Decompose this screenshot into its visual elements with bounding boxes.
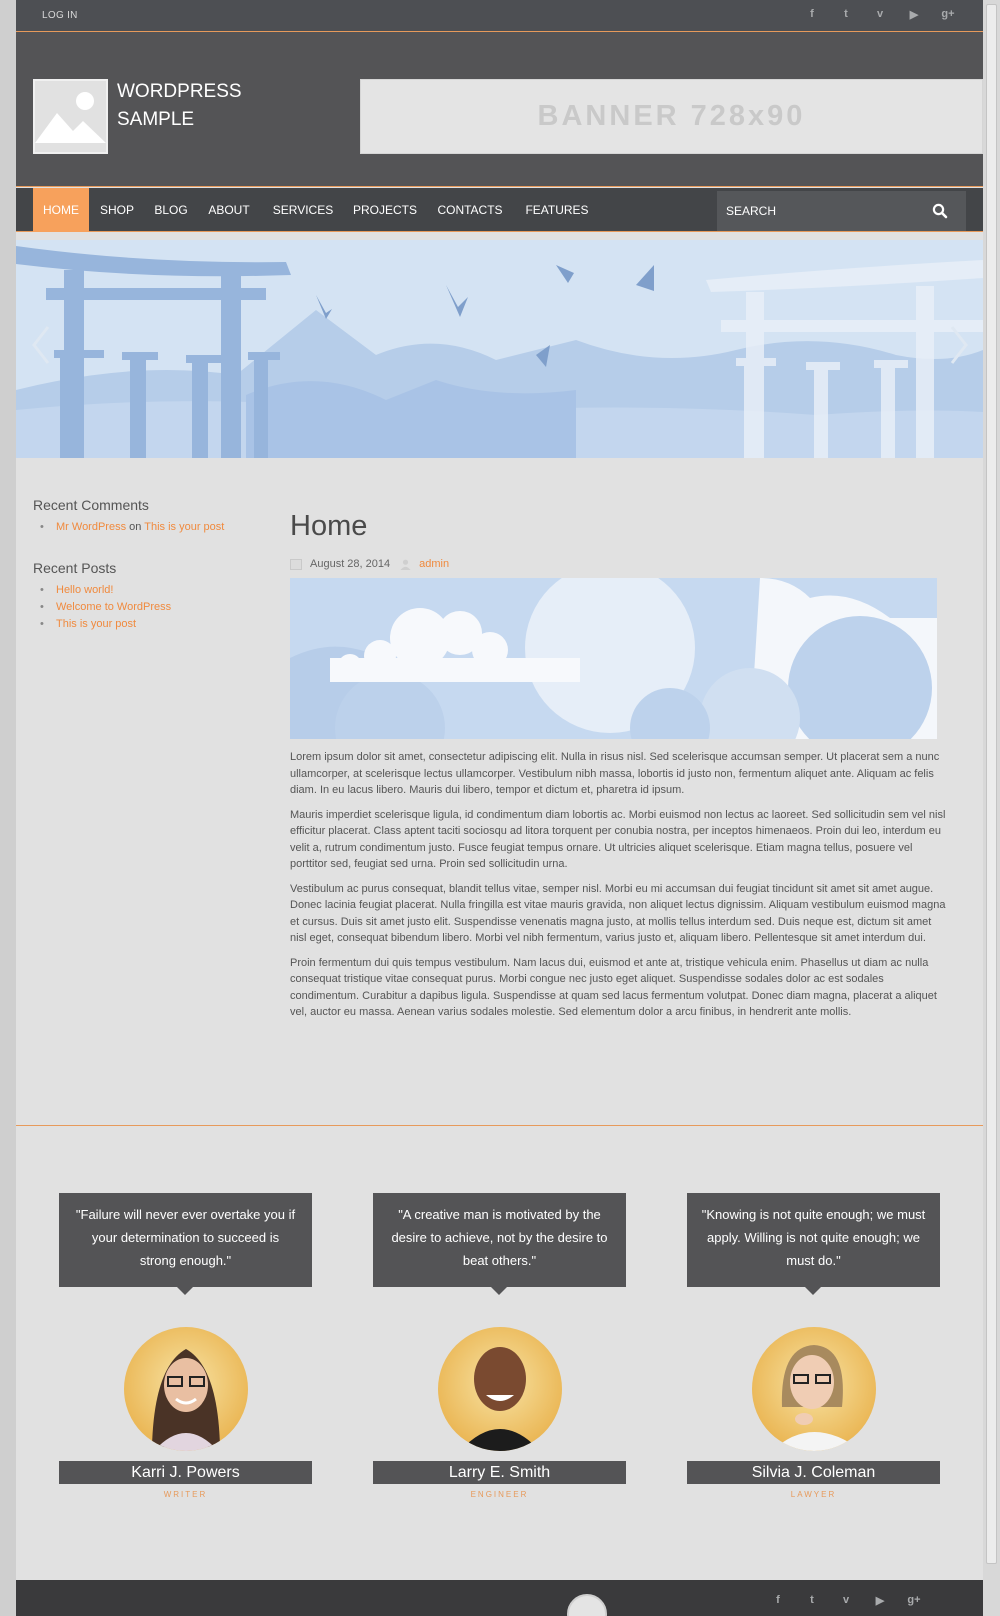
list-item	[40, 599, 273, 616]
list-item	[40, 519, 273, 536]
recent-posts-title: Recent Posts	[33, 560, 117, 576]
recent-post-link[interactable]: Welcome to WordPress	[56, 601, 172, 613]
nav-item-contacts[interactable]: CONTACTS	[437, 203, 503, 217]
hero-slider[interactable]	[16, 240, 983, 458]
recent-post-link[interactable]: This is your post	[56, 618, 137, 630]
site-footer	[16, 1580, 983, 1616]
site-title[interactable]	[117, 78, 297, 134]
page-title: Home	[290, 510, 368, 542]
post-paragraph: Lorem ipsum dolor sit amet, consectetur adipiscing elit. Nulla in risus nisl. Sed scelerisque accumsan semper. Ut placerat sem a nunc ullamcorper, at scelerisque lectus ullamcorper. Vestibulum nibh massa, lobortis id justo non, fermentum aliquet ante. Aliquam ac felis diam. In eu lacus libero. Mauris dui libero, tempor et dictum et, pharetra id ipsum.	[290, 751, 940, 796]
google-plus-icon[interactable]: g+	[941, 8, 955, 20]
post-meta	[290, 558, 950, 570]
nav-item-shop[interactable]: SHOP	[99, 203, 134, 217]
facebook-icon[interactable]: f	[776, 1594, 780, 1606]
recent-post-link[interactable]: Hello world!	[56, 584, 114, 596]
post-paragraph: Proin fermentum dui quis tempus vestibulum. Nam lacus dui, euismod et ante at, tristique vehicula enim. Phasellus ut diam ac nulla consequat tristique vitae consequat purus. Morbi congue nec justo eget aliquet. Suspendisse sodales dolor ac est sodales condimentum. Curabitur a dapibus ligula. Suspendisse at quam sed lacus fermentum volutpat. Donec diam magna, placerat a aliquet vel, auctor eu massa. Aenean varius sodales molestie. Sed elementum dolor a arcu finibus, in hendrerit ante mollis.	[290, 956, 937, 1018]
login-link[interactable]: LOG IN	[42, 10, 78, 21]
logo-image-icon[interactable]	[33, 79, 108, 154]
site-header	[16, 32, 983, 187]
list-item	[40, 582, 273, 599]
nav-item-about[interactable]: ABOUT	[208, 203, 250, 217]
main-content	[290, 510, 950, 1021]
user-icon	[400, 559, 411, 570]
team-member-card	[373, 1193, 626, 1499]
team-member-card	[687, 1193, 940, 1499]
nav-item-features[interactable]: FEATURES	[525, 203, 589, 217]
team-member-name: Karri J. Powers	[59, 1461, 312, 1484]
site-title-line2: SAMPLE	[117, 109, 195, 130]
google-plus-icon[interactable]: g+	[907, 1594, 921, 1606]
avatar	[124, 1327, 248, 1451]
twitter-icon[interactable]: t	[810, 1594, 814, 1606]
sidebar	[33, 497, 273, 657]
vimeo-icon[interactable]: v	[842, 1594, 850, 1606]
testimonial-quote: "A creative man is motivated by the desire to achieve, not by the desire to beat others."	[373, 1193, 626, 1287]
recent-posts-list	[33, 582, 273, 633]
team-member-card	[59, 1193, 312, 1499]
footer-logo-icon[interactable]	[567, 1594, 607, 1616]
search-input[interactable]	[717, 191, 927, 231]
avatar	[752, 1327, 876, 1451]
team-member-name: Larry E. Smith	[373, 1461, 626, 1484]
vimeo-icon[interactable]: v	[876, 8, 884, 20]
banner-ad[interactable]: BANNER 728x90	[360, 79, 983, 154]
scrollbar-thumb[interactable]	[986, 4, 997, 1564]
comment-on-text: on	[129, 521, 142, 533]
recent-comments-title: Recent Comments	[33, 497, 149, 513]
testimonial-quote: "Knowing is not quite enough; we must apply. Willing is not quite enough; we must do."	[687, 1193, 940, 1287]
top-bar	[16, 0, 983, 32]
search-icon[interactable]	[932, 203, 948, 219]
post-paragraph: Mauris imperdiet scelerisque ligula, id condimentum diam lobortis ac. Morbi euismod non lectus ac laoreet. Sed sollicitudin sem vel nisl efficitur placerat. Class aptent taciti sociosqu ad litora torquent per conubia nostra, per inceptos himenaeos. Proin dui leo, interdum eu velit a, rutrum condimentum justo. Fusce feugiat tempus ornare. Ut ultricies aliquet scelerisque. Etiam magna tellus, posuere vel porttitor sed, feugiat sed urna. Proin sed sollicitudin urna.	[290, 808, 946, 870]
list-item	[40, 616, 273, 633]
team-member-role: ENGINEER	[470, 1490, 529, 1499]
recent-comments-list	[33, 519, 273, 536]
comment-author-link[interactable]: Mr WordPress	[56, 521, 127, 533]
youtube-icon[interactable]: ▶	[875, 1595, 885, 1607]
post-featured-image	[290, 578, 937, 739]
nav-item-services[interactable]: SERVICES	[272, 203, 334, 217]
slider-prev-icon[interactable]	[30, 325, 52, 365]
nav-item-blog[interactable]: BLOG	[154, 203, 188, 217]
post-paragraph: Vestibulum ac purus consequat, blandit tellus vitae, semper nisl. Morbi eu mi accumsan dui feugiat tincidunt sit amet sit amet augue. Donec lacinia feugiat placerat. Nulla fringilla est vitae mauris gravida, non aliquet lectus dignissim. Aliquam vestibulum euismod magna et cursus. Duis sit amet justo elit. Suspendisse venenatis magna justo, at mollis tellus interdum sed. Duis neque est, dictum sit amet nisl eget, consequat bibendum libero. Morbi vel nibh fermentum, varius justo et, aliquam libero. Pellentesque sit amet interdum dui.	[290, 882, 946, 944]
social-links-footer	[761, 1594, 931, 1607]
slider-next-icon[interactable]	[948, 325, 970, 365]
post-author-link[interactable]: admin	[419, 558, 450, 570]
facebook-icon[interactable]: f	[810, 8, 814, 20]
team-member-role: LAWYER	[790, 1490, 837, 1499]
calendar-icon	[290, 559, 302, 570]
site-title-line1: WORDPRESS	[117, 81, 242, 102]
main-nav	[16, 188, 983, 232]
nav-item-projects[interactable]: PROJECTS	[352, 203, 417, 217]
section-divider	[16, 1125, 983, 1126]
avatar	[438, 1327, 562, 1451]
slider-image-japan	[16, 240, 983, 458]
team-member-role: WRITER	[163, 1490, 208, 1499]
post-date: August 28, 2014	[310, 558, 391, 570]
nav-item-home[interactable]: HOME	[33, 188, 89, 232]
youtube-icon[interactable]: ▶	[909, 9, 919, 21]
twitter-icon[interactable]: t	[844, 8, 848, 20]
search-box	[717, 191, 966, 231]
team-member-name: Silvia J. Coleman	[687, 1461, 940, 1484]
testimonial-quote: "Failure will never ever overtake you if your determination to succeed is strong enough."	[59, 1193, 312, 1287]
page	[16, 0, 983, 1616]
comment-post-link[interactable]: This is your post	[144, 521, 225, 533]
social-links-top	[795, 8, 965, 21]
